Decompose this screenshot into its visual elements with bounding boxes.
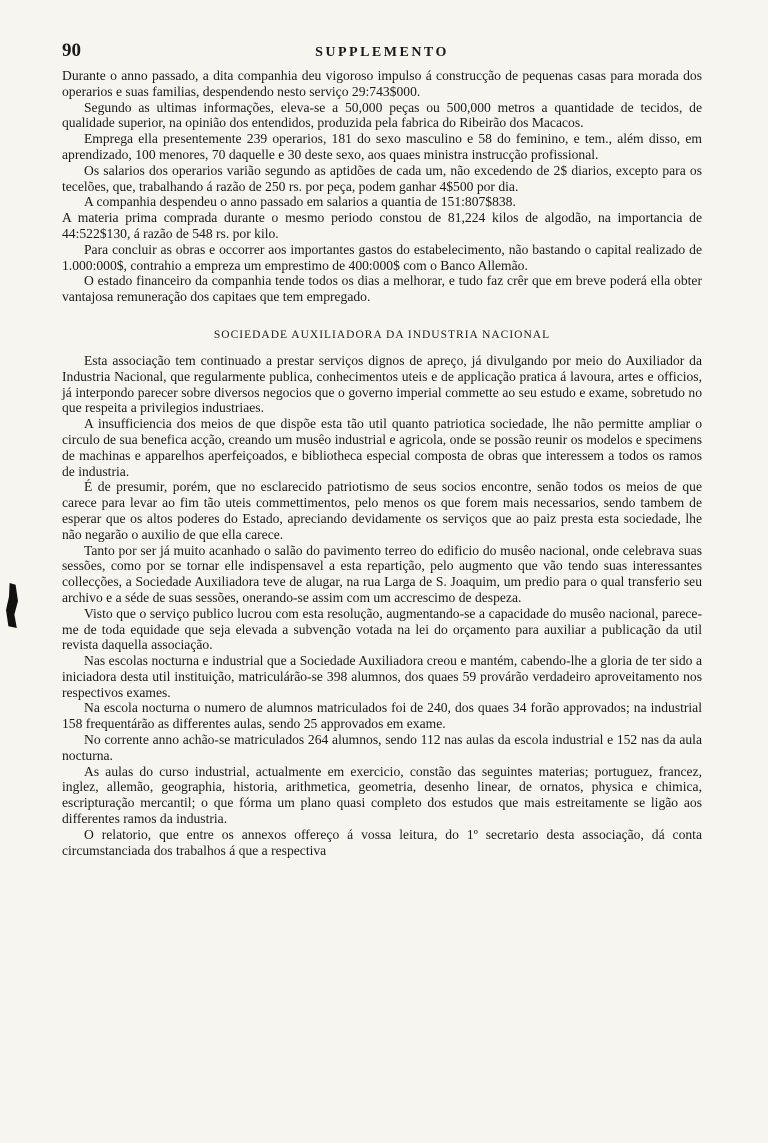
- paragraph: Os salarios dos operarios varião segundo as aptidões de cada um, não excedendo de 2$ diarios, excepto para os tecelões, que, trabalhando á razão de 250 rs. por peça, podem ganhar 4$500 por dia.: [62, 162, 702, 194]
- section-heading: SOCIEDADE AUXILIADORA DA INDUSTRIA NACIONAL: [213, 328, 551, 341]
- document-page: [62, 40, 702, 858]
- paragraph: Segundo as ultimas informações, eleva-se a 50,000 peças ou 500,000 metros a quantidade de tecidos, de qualidade superior, na opinião dos entendidos, produzida pela fabrica do Ribeirão dos Macacos.: [62, 99, 702, 131]
- paragraph: A materia prima comprada durante o mesmo periodo constou de 81,224 kilos de algodão, na importancia de 44:522$130, á razão de 548 rs. por kilo.: [62, 210, 702, 241]
- paragraph: No corrente anno achão-se matriculados 264 alumnos, sendo 112 nas aulas da escola industrial e 152 nas da aula nocturna.: [62, 732, 702, 763]
- paragraph: Tanto por ser já muito acanhado o salão do pavimento terreo do edificio do musêo nacional, onde celebrava suas sessões, como por se tornar elle indispensavel a esta repartição, pelo augmento que vão tendo suas interessantes collecções, a Sociedade Auxiliadora teve de alugar, na rua Larga de S. Joaquim, um predio para o qual transferio seu archivo e a séde de suas sessões, onerando-se assim com um accrescimo de despeza.: [62, 542, 702, 605]
- section-company-report: [62, 68, 702, 305]
- paragraph: Esta associação tem continuado a prestar serviços dignos de apreço, já divulgando por meio do Auxiliador da Industria Nacional, que regularmente publica, conhecimentos uteis e de applicação pratica á lavoura, artes e officios, já interpondo parecer sobre diversos negocios que o governo imperial commette ao seu estudo e exame, sobretudo no que respeita a privilegios industriaes.: [62, 352, 702, 416]
- paragraph: As aulas do curso industrial, actualmente em exercicio, constão das seguintes materias; portuguez, francez, inglez, allemão, geographia, historia, arithmetica, geometria, desenho linear, de ornatos, physica e chimica, escripturação mercantil; o que fórma um plano quasi completo dos estudos que mais estreitamente se ligão aos differentes ramos da industria.: [62, 763, 702, 827]
- running-title: SUPPLEMENTO: [315, 45, 449, 60]
- paragraph: Emprega ella presentemente 239 operarios, 181 do sexo masculino e 58 do feminino, e tem., além disso, em aprendizado, 100 menores, 70 daquelle e 30 deste sexo, aos quaes ministra instrucção profissional.: [62, 131, 702, 162]
- margin-ink-mark: [6, 583, 18, 628]
- paragraph: A companhia despendeu o anno passado em salarios a quantia de 151:807$838.: [84, 194, 516, 210]
- paragraph: O relatorio, que entre os annexos offereço á vossa leitura, do 1º secretario desta associação, dá conta circumstanciada dos trabalhos á que a respectiva: [62, 826, 702, 858]
- paragraph: Nas escolas nocturna e industrial que a Sociedade Auxiliadora creou e mantém, cabendo-lhe a gloria de ter sido a iniciadora desta util instituição, matriculárão-se 398 alumnos, dos quaes 59 provárão verdadeiro aproveitamento nos respectivos exames.: [62, 653, 702, 700]
- page-header: [62, 40, 702, 68]
- page-number: 90: [62, 40, 81, 61]
- paragraph: Para concluir as obras e occorrer aos importantes gastos do estabelecimento, não bastando o capital realizado de 1.000:000$, contrahio a empreza um emprestimo de 400:000$ com o Banco Allemão.: [62, 241, 702, 273]
- paragraph: O estado financeiro da companhia tende todos os dias a melhorar, e tudo faz crêr que em breve poderá ella obter vantajosa remuneração dos capitaes que tem empregado.: [62, 273, 702, 305]
- paragraph: Durante o anno passado, a dita companhia deu vigoroso impulso á construcção de pequenas casas para morada dos operarios e suas familias, despendendo nesto serviço 29:743$000.: [62, 68, 702, 99]
- paragraph: Na escola nocturna o numero de alumnos matriculados foi de 240, dos quaes 34 forão approvados; na industrial 158 frequentárão as differentes aulas, sendo 25 approvados em exame.: [62, 700, 702, 732]
- section-sociedade-auxiliadora: [62, 353, 702, 859]
- paragraph: É de presumir, porém, que no esclarecido patriotismo de seus socios encontre, senão todos os meios de que carece para levar ao fim tão uteis commettimentos, pelo menos os que forem mais necessarios, sendo tambem de esperar que os altos poderes do Estado, apreciando devidamente os serviços que ao paiz presta esta sociedade, lhe não negarão o auxilio de que ella carece.: [62, 479, 702, 542]
- paragraph: Visto que o serviço publico lucrou com esta resolução, augmentando-se a capacidade do musêo nacional, parece-me de toda equidade que seja elevada a subvenção votada na lei do orçamento para auxiliar a publicação da util revista daquella associação.: [62, 605, 702, 653]
- paragraph: A insufficiencia dos meios de que dispõe esta tão util quanto patriotica sociedade, lhe não permitte ampliar o circulo de sua benefica acção, creando um musêo industrial e agricola, onde se possão reunir os modelos e specimens de machinas e apparelhos aperfeiçoados, e bibliotheca especial composta de obras que interessem a todos os ramos de industria.: [62, 416, 702, 479]
